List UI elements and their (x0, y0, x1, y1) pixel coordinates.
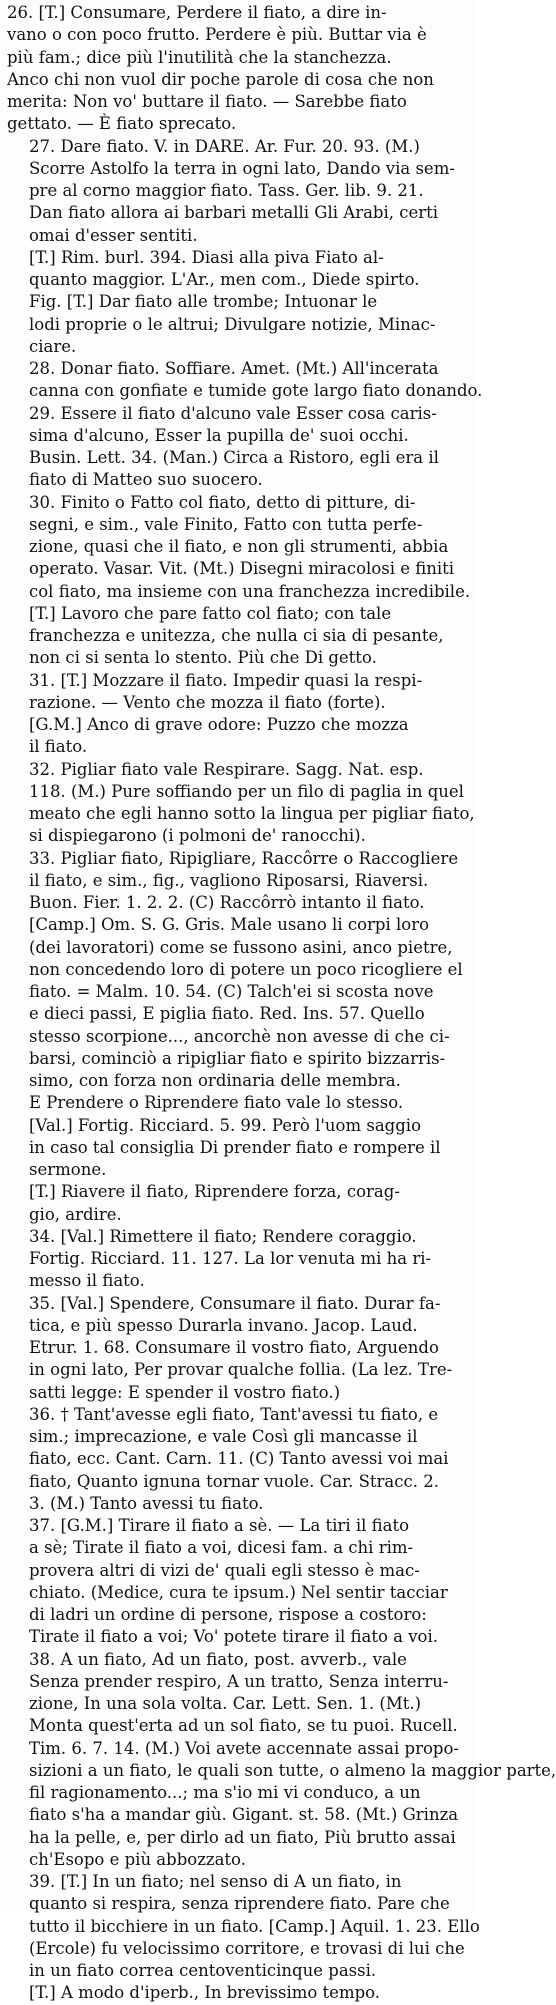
text-line: [G.M.] Anco di grave odore: Puzzo che mozza (29, 715, 409, 734)
text-line: 33. Pigliar fiato, Ripigliare, Raccôrre o Raccogliere (29, 848, 459, 868)
entry-paragraph (7, 1404, 470, 1515)
entry-paragraph (7, 1092, 470, 1181)
text-line: si dispiegarono (i polmoni de' ranocchi). (29, 826, 366, 846)
text-line: Anco chi non vuol dir poche parole di cosa che non (7, 69, 434, 89)
text-line: chiato. (Medice, cura te ipsum.) Nel sentir tacciar (29, 1582, 448, 1602)
text-line: fiato, Quanto ignuna tornar vuole. Car. Stracc. 2. (29, 1471, 439, 1491)
text-line: non ci si senta lo stento. Più che Di getto. (29, 648, 377, 668)
text-line: segni, e sim., vale Finito, Fatto con tutta perfe- (29, 514, 423, 534)
text-line: 27. Dare fiato. V. in DARE. Ar. Fur. 20. 93. (M.) (29, 136, 420, 156)
text-line: ha la pelle, e, per dirlo ad un fiato, Più brutto assai (29, 1827, 456, 1847)
text-line: fiato. = Malm. 10. 54. (C) Talch'ei si scosta nove (29, 982, 434, 1001)
text-line: 32. Pigliar fiato vale Respirare. Sagg. Nat. esp. (29, 759, 424, 779)
text-line: 38. A un fiato, Ad un fiato, post. avverb., vale (29, 1649, 407, 1669)
text-line: Scorre Astolfo la terra in ogni lato, Dando via sem- (29, 158, 455, 178)
text-line: messo il fiato. (29, 1271, 145, 1291)
text-line: 36. † Tant'avesse egli fiato, Tant'avessi tu fiato, e (29, 1404, 439, 1424)
text-line: meato che egli hanno sotto la lingua per pigliar fiato, (29, 804, 475, 823)
text-line: Buon. Fier. 1. 2. 2. (C) Raccôrrò intanto il fiato. (29, 893, 425, 912)
text-line: 39. [T.] In un fiato; nel senso di A un fiato, in (29, 1872, 402, 1891)
text-line: omai d'esser sentiti. (29, 225, 198, 245)
text-line: più fam.; dice più l'inutilità che la stanchezza. (7, 47, 392, 67)
text-line: fiato s'ha a mandar giù. Gigant. st. 58. (Mt.) Grinza (29, 1805, 459, 1825)
text-line: 30. Finito o Fatto col fiato, detto di pitture, di- (29, 492, 416, 512)
text-line: [Val.] Fortig. Ricciard. 5. 99. Però l'uom saggio (29, 1115, 422, 1135)
text-line: e dieci passi, E piglia fiato. Red. Ins. 57. Quello (29, 1004, 425, 1024)
text-line: in ogni lato, Per provar qualche follia. (La lez. Tre- (29, 1360, 453, 1380)
text-line: zione, In una sola volta. Car. Lett. Sen. 1. (Mt.) (29, 1694, 422, 1713)
text-line: 34. [Val.] Rimettere il fiato; Rendere coraggio. (29, 1226, 417, 1246)
text-line: Busin. Lett. 34. (Man.) Circa a Ristoro, egli era il (29, 448, 439, 467)
text-line: Dan fiato allora ai barbari metalli Gli Arabi, certi (29, 203, 439, 223)
entry-paragraph (7, 1293, 470, 1404)
entry-paragraph (7, 848, 470, 1093)
text-line: Senza prender respiro, A un tratto, Senza interru- (29, 1671, 449, 1691)
entry-paragraph (7, 1515, 470, 1649)
text-line: zione, quasi che il fiato, e non gli strumenti, abbia (29, 537, 449, 556)
text-line: [T.] A modo d'iperb., In brevissimo tempo. (29, 1983, 381, 2003)
entry-paragraph (7, 358, 483, 403)
text-line: Fortig. Ricciard. 11. 127. La lor venuta mi ha ri- (29, 1249, 432, 1268)
entry-paragraph (7, 714, 470, 759)
text-line: operato. Vasar. Vit. (Mt.) Disegni miracolosi e finiti (29, 559, 455, 579)
text-line: 3. (M.) Tanto avessi tu fiato. (29, 1493, 264, 1513)
entry-paragraph (7, 1871, 480, 1982)
text-line: 28. Donar fiato. Soffiare. Amet. (Mt.) All'incerata (29, 359, 439, 378)
text-line: quanto si respira, senza riprendere fiato. Pare che (29, 1894, 450, 1914)
text-line: Etrur. 1. 68. Consumare il vostro fiato, Arguendo (29, 1338, 439, 1357)
entry-paragraph (7, 291, 470, 358)
text-line: in un fiato correa centoventicinque passi. (29, 1961, 377, 1980)
text-line: 29. Essere il fiato d'alcuno vale Esser cosa caris- (29, 403, 437, 423)
text-line: Tim. 6. 7. 14. (M.) Voi avete accennate assai propo- (29, 1738, 459, 1758)
text-line: satti legge: E spender il vostro fiato.) (29, 1382, 341, 1402)
text-line: stesso scorpione..., ancorchè non avesse di che ci- (29, 1026, 450, 1046)
text-line: di ladri un ordine di persone, rispose a costoro: (29, 1605, 427, 1624)
text-line: 35. [Val.] Spendere, Consumare il fiato. Durar fa- (29, 1293, 441, 1313)
text-line: non concedendo loro di potere un poco ricogliere el (29, 959, 463, 979)
text-line: [T.] Riavere il fiato, Riprendere forza, corag- (29, 1182, 400, 1202)
entry-paragraph (7, 403, 470, 492)
text-line: il fiato. (29, 737, 88, 757)
entry-paragraph (7, 1982, 470, 2004)
text-line: pre al corno maggior fiato. Tass. Ger. lib. 9. 21. (29, 181, 424, 200)
text-line: lodi proprie o le altrui; Divulgare notizie, Minac- (29, 314, 436, 334)
entry-paragraph (7, 1181, 470, 1226)
text-line: sermone. (29, 1160, 107, 1179)
text-line: sim.; imprecazione, e vale Così gli mancasse il (29, 1427, 418, 1446)
text-line: 26. [T.] Consumare, Perdere il fiato, a dire in- (7, 3, 387, 22)
entry-paragraph (7, 670, 470, 715)
text-line: fil ragionamento...; ma s'io mi vi conduco, a un (29, 1783, 421, 1802)
text-line: il fiato, e sim., fig., vagliono Riposarsi, Riaversi. (29, 870, 429, 890)
text-line: franchezza e unitezza, che nulla ci sia di pesante, (29, 626, 444, 645)
text-line: 118. (M.) Pure soffiando per un filo di paglia in quel (29, 781, 464, 801)
text-line: gio, ardire. (29, 1204, 122, 1224)
text-line: ch'Esopo e più abbozzato. (29, 1849, 246, 1869)
text-line: sizioni a un fiato, le quali son tutte, o almeno la maggior parte, (29, 1760, 556, 1780)
text-line: Fig. [T.] Dar fiato alle trombe; Intuonar le (29, 292, 378, 312)
text-line: a sè; Tirate il fiato a voi, dicesi fam. a chi rim- (29, 1538, 414, 1558)
entry-paragraph (7, 247, 470, 292)
text-line: ciare. (29, 336, 77, 356)
text-line: simo, con forza non ordinaria delle membra. (29, 1071, 401, 1090)
text-line: gettato. — È fiato sprecato. (7, 114, 237, 134)
text-line: 37. [G.M.] Tirare il fiato a sè. — La tiri il fiato (29, 1516, 410, 1535)
text-line: (Ercole) fu velocissimo corritore, e trovasi di lui che (29, 1938, 465, 1958)
entry-paragraph (7, 492, 470, 603)
text-line: vano o con poco frutto. Perdere è più. Buttar via è (7, 25, 427, 45)
text-line: fiato di Matteo suo suocero. (29, 470, 263, 490)
entry-paragraph (7, 1649, 556, 1872)
text-line: col fiato, ma insieme con una franchezza incredibile. (29, 581, 471, 601)
text-line: tutto il bicchiere in un fiato. [Camp.] Aquil. 1. 23. Ello (29, 1916, 480, 1936)
text-line: 31. [T.] Mozzare il fiato. Impedir quasi la respi- (29, 670, 423, 690)
text-line: razione. — Vento che mozza il fiato (forte). (29, 692, 386, 712)
text-line: quanto maggior. L'Ar., men com., Diede spirto. (29, 270, 420, 289)
text-line: Monta quest'erta ad un sol fiato, se tu puoi. Rucell. (29, 1716, 458, 1736)
text-line: barsi, cominciò a ripigliar fiato e spirito bizzarris- (29, 1048, 446, 1068)
entry-paragraph (7, 603, 470, 670)
text-line: (dei lavoratori) come se fussono asini, anco pietre, (29, 937, 453, 957)
entry-paragraph (7, 759, 475, 848)
text-line: sima d'alcuno, Esser la pupilla de' suoi occhi. (29, 425, 409, 445)
text-line: canna con gonfiate e tumide gote largo fiato donando. (29, 381, 483, 401)
text-line: [T.] Rim. burl. 394. Diasi alla piva Fiato al- (29, 247, 384, 267)
text-line: Tirate il fiato a voi; Vo' potete tirare il fiato a voi. (29, 1627, 439, 1647)
text-line: [T.] Lavoro che pare fatto col fiato; con tale (29, 603, 392, 623)
text-line: in caso tal consiglia Di prender fiato e rompere il (29, 1137, 441, 1157)
text-line: merita: Non vo' buttare il fiato. — Sarebbe fiato (7, 92, 407, 111)
text-line: fiato, ecc. Cant. Carn. 11. (C) Tanto avessi voi mai (29, 1449, 449, 1469)
text-line: provera altri di vizi de' quali egli stesso è mac- (29, 1560, 420, 1580)
entry-paragraph (7, 1226, 470, 1293)
text-line: [Camp.] Om. S. G. Gris. Male usano li corpi loro (29, 915, 430, 935)
text-line: E Prendere o Riprendere fiato vale lo stesso. (29, 1093, 404, 1113)
text-line: tica, e più spesso Durarla invano. Jacop. Laud. (29, 1315, 418, 1335)
entry-paragraph (7, 2, 470, 136)
entry-paragraph (7, 136, 470, 247)
